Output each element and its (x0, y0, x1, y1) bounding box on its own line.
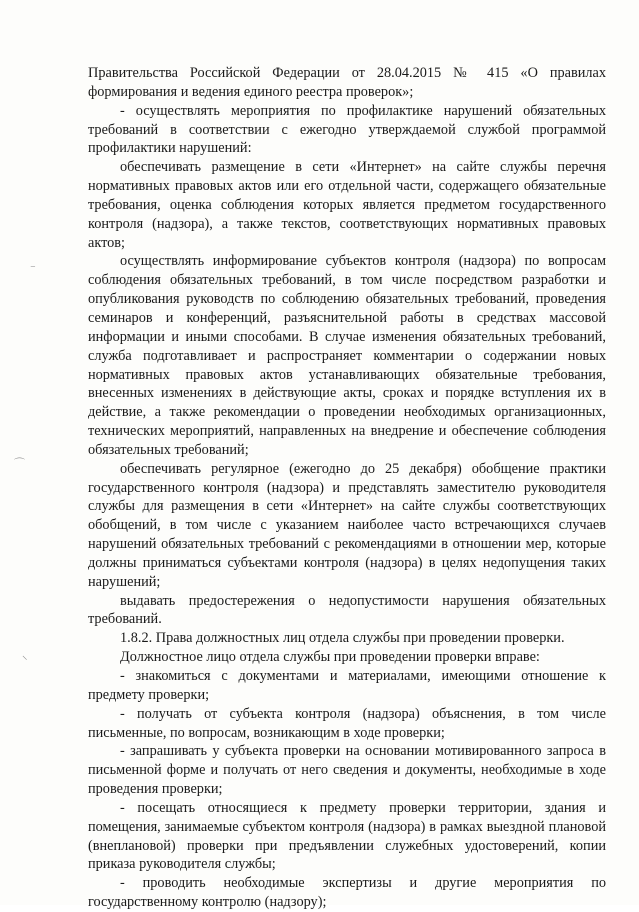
paragraph: выдавать предостережения о недопустимости нарушения обязательных требований. (88, 592, 606, 628)
document-body (88, 64, 606, 912)
paragraph: обеспечивать размещение в сети «Интернет» на сайте службы перечня нормативных правовых актов или его отдельной части, содержащего обязательные требования, оценка соблюдения которых является предметом государственного контроля (надзора), а также текстов, соответствующих нормативных правовых актов; (88, 159, 606, 251)
list-item: - запрашивать у субъекта проверки на основании мотивированного запроса в письменной форме и получать от него сведения и документы, необходимые в ходе проведения проверки; (88, 743, 606, 798)
list-item: - посещать относящиеся к предмету проверки территории, здания и помещения, занимаемые субъектом контроля (надзора) в рамках выездной плановой (внеплановой) проверки при предъявлении служебных удостоверений, копии приказа руководителя службы; (88, 799, 606, 873)
scan-mark: ⁻ (30, 262, 36, 275)
paragraph: Правительства Российской Федерации от 28.04.2015 № 415 «О правилах формирования и ведения единого реестра проверок»; (88, 65, 606, 100)
paragraph: обеспечивать регулярное (ежегодно до 25 декабря) обобщение практики государственного контроля (надзора) и представлять заместителю руководителя службы для размещения в сети «Интернет» на сайте службы соответствующих обобщений, в том числе с указанием наиболее часто встречающихся случаев нарушений обязательных требований с рекомендациями в отношении мер, которые должны приниматься субъектами контроля (надзора) в целях недопущения таких нарушений; (88, 460, 606, 590)
scan-mark: ⸜ (22, 649, 28, 662)
scan-mark: ⌒ (14, 457, 25, 470)
paragraph: - осуществлять мероприятия по профилактике нарушений обязательных требований в соответствии с ежегодно утверждаемой службой программой профилактики нарушений: (88, 102, 606, 157)
section-heading: 1.8.2. Права должностных лиц отдела службы при проведении проверки. (120, 630, 565, 647)
list-item: - знакомиться с документами и материалами, имеющими отношение к предмету проверки; (88, 668, 606, 703)
paragraph: Должностное лицо отдела службы при проведении проверки вправе: (120, 649, 540, 666)
list-item: - получать от субъекта контроля (надзора) объяснения, в том числе письменные, по вопросам, возникающим в ходе проверки; (88, 705, 606, 741)
paragraph: осуществлять информирование субъектов контроля (надзора) по вопросам соблюдения обязательных требований, в том числе посредством разработки и опубликования руководств по соблюдению обязательных требований, проведения семинаров и конференций, разъяснительной работы в средствах массовой информации и иными способами. В случае изменения обязательных требований, служба подготавливает и распространяет комментарии о содержании новых нормативных правовых актов устанавливающих обязательные требования, внесенных изменениях в действующие акты, сроках и порядке вступления их в действие, а также рекомендации о проведении необходимых организационных, технических мероприятий, направленных на внедрение и обеспечение соблюдения обязательных требований; (88, 253, 606, 458)
list-item: - проводить необходимые экспертизы и другие мероприятия по государственному контролю (надзору); (88, 875, 606, 911)
